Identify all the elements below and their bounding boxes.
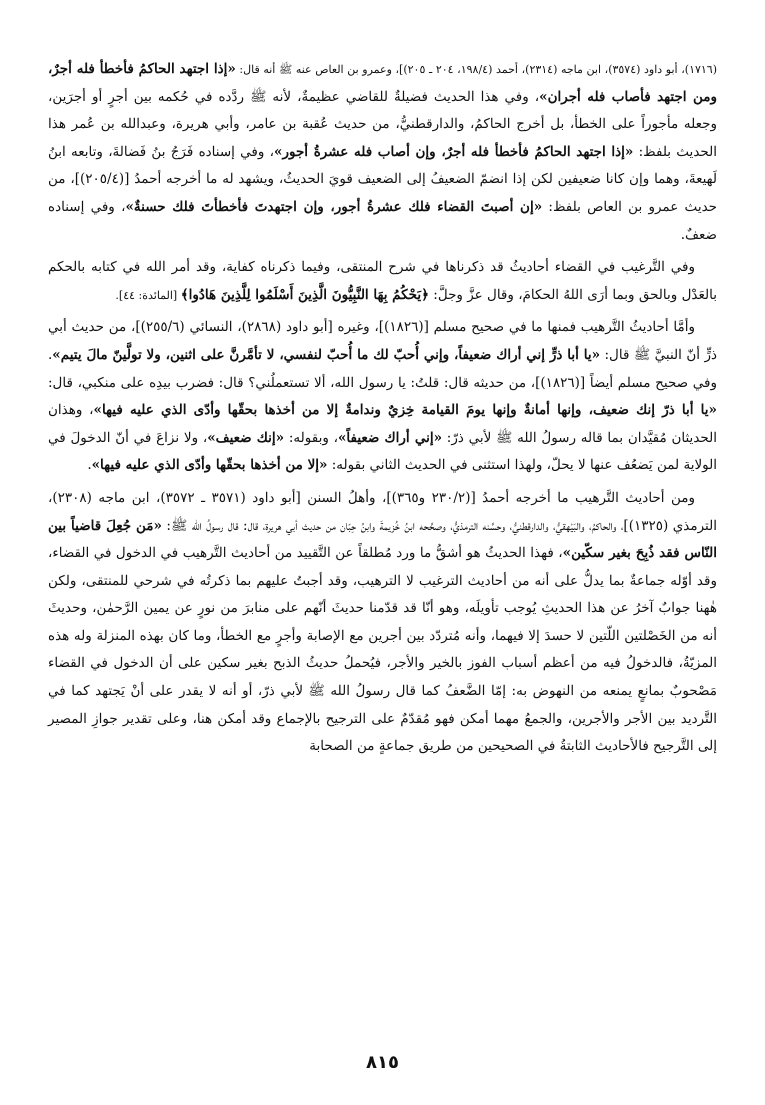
citation: [المائدة: ٤٤]. [115,288,181,302]
body-text: ، وفي هذا الحديث فضيلةٌ للقاضي عظيمةٌ، لأنه ﷺ ردَّده في حُكمه بين أجرٍ أو أجرَين، وجعله مأجوراً على الخطأ، بل أخرج الحاكمُ، والدارقطنيُّ، من حديث عُقبة بن عامر، وأبي هريرة، وعبدالله بن عُمر هذا الحديث بلفظ: [48,88,717,160]
citation: (١٧١٦)، أبو داود (٣٥٧٤)، ابن ماجه (٢٣١٤)، أحمد (١٩٨/٤، ٢٠٤ ـ ٢٠٥)]، وعمرو بن العاص عنه ﷺ أنه قال: [235,63,718,76]
hadith-quote: «إذا اجتهد الحاكمُ فأخطأ فله أجرٌ، وإن أصاب فله عشرةُ أجور» [274,143,634,160]
body-text: . وفي صحيح مسلم أيضاً [(١٨٢٦)]، من حديثه قال: قلتُ: يا رسول الله، ألا تستعملُني؟ قال: فضرب بيدِه على منكبي، قال: [48,346,718,391]
body-text: وفي التَّرغيب في القضاء أحاديثُ قد ذكرناها في شرح المنتقى، وفيما ذكرناه كفاية، وقد أمر الله في كتابه بالحكم بالعَدْل وبالحق وبما أرَى اللهُ الحكامَ، وقال عزَّ وجلَّ: [48,259,717,303]
page-body [48,56,717,761]
body-text: ، وبقوله: [284,429,338,446]
hadith-quote: «إن أصبتَ القضاء فلك عشرةُ أجور، وإن اجتهدتَ فأخطأتَ فلك حسنةٌ» [125,198,543,215]
paragraph [48,485,717,761]
hadith-quote: «إلا من أخذها بحقّها وأدّى الذي عليه فيها» [91,457,328,474]
body-text: . [87,457,92,474]
paragraph [48,56,717,249]
body-text: ، فهذا الحديثُ هو أشقُّ ما ورد مُطلقاً عن التَّقييد من أحاديث التَّرهيب في الدخول في القضاء، وقد أوّله جماعةٌ بما يدلُّ على أنه من أحاديث الترغيب لا الترهيب، وقد أجبتُ عليهم بما ذكرتُه في شرحي للمنتقى، ولكن هٰهنا جوابٌ آخرُ عن هذا الحديثِ يُوجب تأويلَه، وهو أنّا قد قدّمنا حديثَ أنّهم على منابرَ من نورٍ عن يمين الرَّحمٰن، وحديثَ أنه من الخَصْلتين اللّتين لا حسدَ إلا فيهما، وأنه مُتردّد بين أجرين مع الإصابة وأجرٍ مع الخطأ، وما كان بهذه المنزلة وله هذه المزيّةُ، فالدخولُ فيه من أعظم أسباب الفوز بالخير والأجر، فيُحملُ حديثُ الذبح بغير سكين على أن الدخول في القضاء مَصْحوبٌ بمانعٍ يمنعه من النهوض به: إمّا الضَّعفُ كما قال رسولُ الله ﷺ لأبي ذرّ، أو أنه لا يقدر على أنْ يَجتهد كما في التَّرديد بين الأجر والأجرين، والجمعُ مهما أمكن فهو مُقدّمٌ على الترجيح بالإجماع وقد أمكن هنا، وعلى تقدير جوازِ المصير إلى التَّرجيح فالأحاديث الثابتةُ في الصحيحين من طريق جماعةٍ من الصحابة [48,545,717,755]
body-text: ، ولا نزاعَ في أنّ الدخولَ في الولاية لمن يَضعُف عنها لا يحلّ، ولهذا استثنى في الحديث الثاني بقوله: [48,429,717,474]
page-number: ٨١٥ [366,1052,399,1073]
body-text: ، وهذان الحديثان مُقيَّدان بما قاله رسولُ الله ﷺ لأبي ذرّ: [48,402,717,446]
hadith-quote: «يا أبا ذرّ إنك ضعيف، وإنها أمانةٌ وإنها يومَ القيامة خِزيٌ وندامةٌ إلا من أخذها بحقّها وأدّى الذي عليه فيها» [93,402,717,419]
hadith-quote: «إذا اجتهد الحاكمُ فأخطأ فله أجرٌ، ومن اجتهد فأصاب فله أجران» [48,61,717,105]
hadith-quote: «يا أبا ذرٍّ إني أراك ضعيفاً، وإني أُحبّ لك ما أُحبّ لنفسي، لا تأمَّرنَّ على اثنين، ولا تولَّينّ مالَ يتيم» [52,346,601,363]
hadith-quote: «إني أراك ضعيفاً» [337,429,443,446]
body-text: ، وفي إسناده ضعفٌ. [48,198,717,243]
hadith-quote: «إنك ضعيف» [207,429,285,446]
hadith-quote: «مَن جُعِلَ قاضياً بين النّاس فقد ذُبِحَ بغير سكّين» [48,517,717,562]
body-text: ، وفي إسناده فَرَجُ بنُ فَضالةَ، وتابعه ابنُ لَهيعةَ، وهما وإن كانا ضعيفين لكن إذا انضمّ الضعيفُ إلى الضعيف قويَ الحديثُ، ويشهد له ما أخرجه أحمدُ [(٢٠٥/٤)]، من حديث عمرو بن العاص بلفظ: [48,143,718,215]
paragraph [48,314,717,480]
body-text: وأمَّا أحاديثُ التَّرهيب فمنها ما في صحيح مسلم [(١٨٢٦)]، وغيره [أبو داود (٢٨٦٨)، النسائي (٢٥٥/٦)]، من حديث أبي ذرٍّ أنّ النبيَّ ﷺ قال: [48,319,717,363]
quran-verse: ﴿يَحْكُمُ بِهَا النَّبِيُّونَ الَّذِينَ أَسْلَمُوا لِلَّذِينَ هَادُوا﴾ [180,286,429,303]
body-text: ومن أحاديث التَّرهيب ما أخرجه أحمدُ [(٢٣٠/٢ و٣٦٥)]، وأهلُ السنن [أبو داود (٣٥٧١ ـ ٣٥٧٢)، ابن ماجه (٢٣٠٨)، الترمذي (١٣٢٥)]، والحاكمُ، والبَيْهقيُّ، والدارقطنيُّ، وحسَّنه الترمذيُّ، وصحَّحه ابنُ خُزيمةَ وابنُ حِبّان من حديث أبي هريرة، قال: قال رسولُ الله ﷺ: [48,489,717,534]
paragraph [48,254,717,309]
